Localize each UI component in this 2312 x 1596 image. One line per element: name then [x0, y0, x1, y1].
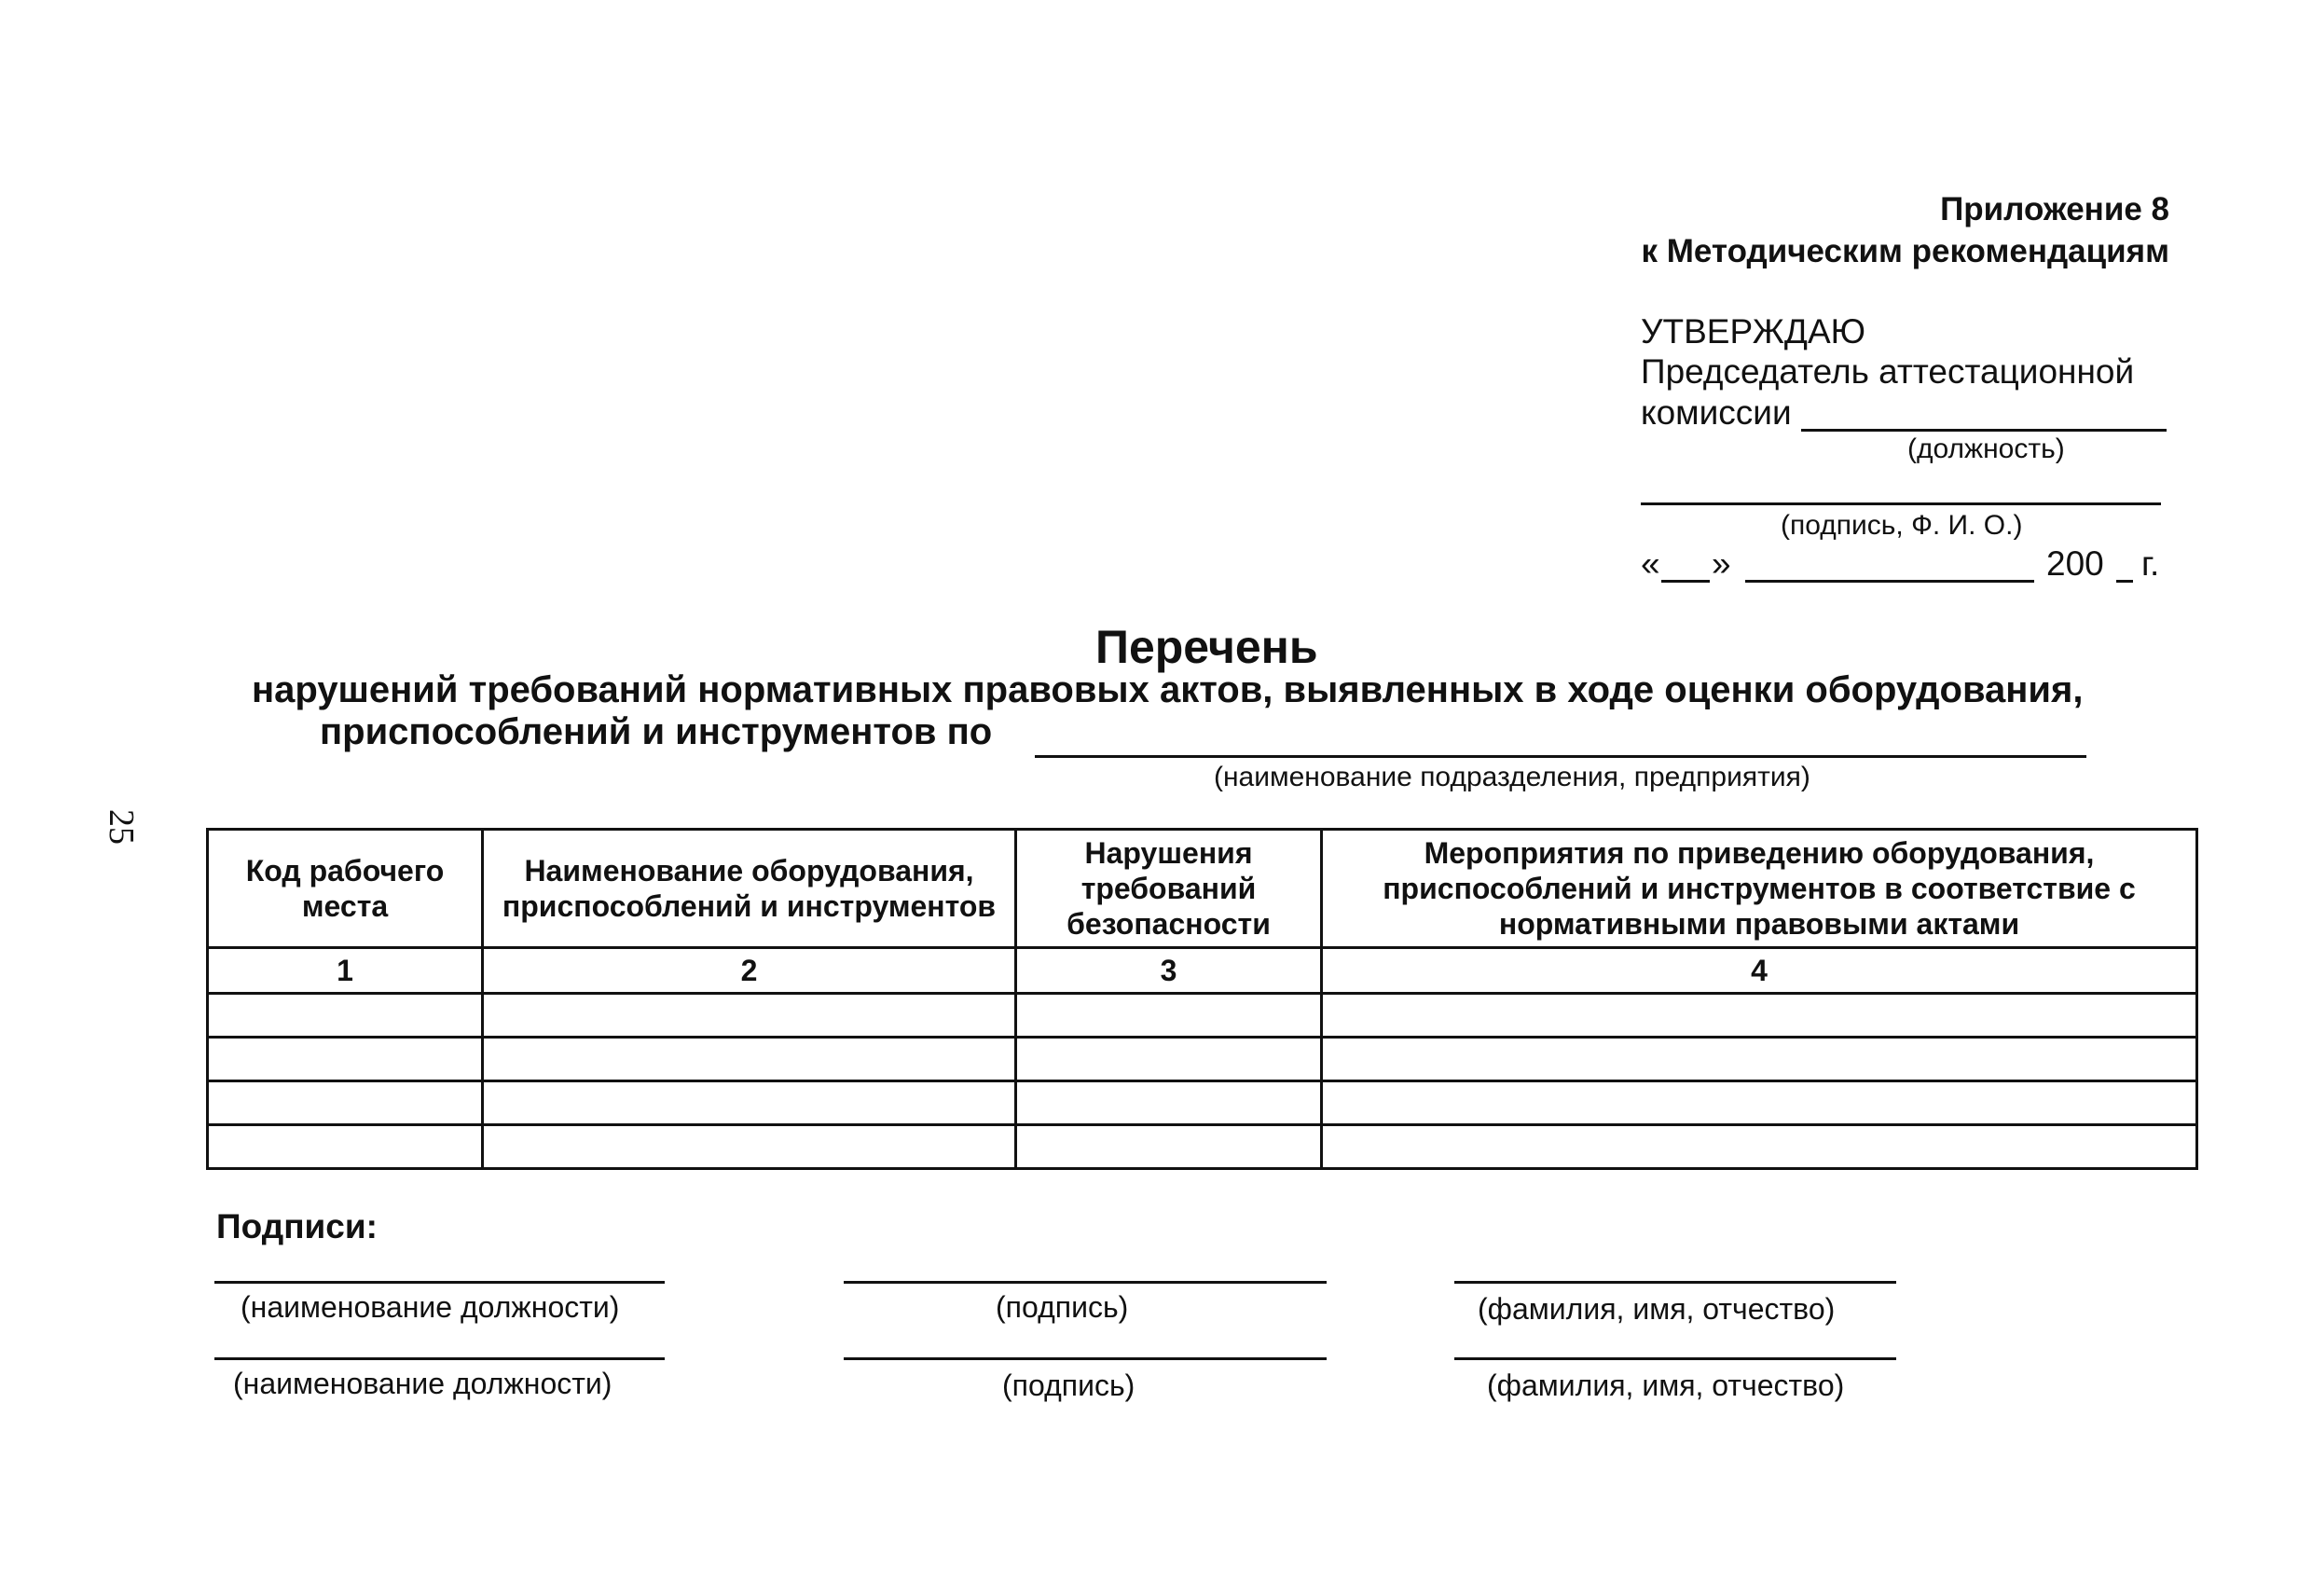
- full-name-line[interactable]: [1454, 1357, 1896, 1360]
- table-cell[interactable]: [483, 994, 1016, 1038]
- chairman-label: Председатель аттестационной: [1641, 352, 2135, 391]
- signatures-title: Подписи:: [216, 1207, 378, 1245]
- full-name-label: (фамилия, имя, отчество): [1478, 1292, 1836, 1326]
- table-cell[interactable]: [208, 1125, 483, 1169]
- table-cell[interactable]: [208, 1081, 483, 1125]
- table-cell[interactable]: [483, 1038, 1016, 1081]
- table-cell[interactable]: [208, 994, 483, 1038]
- document-subtitle-line2: приспособлений и инструментов по: [320, 711, 993, 752]
- position-line[interactable]: [1801, 429, 2167, 432]
- table-cell[interactable]: [483, 1125, 1016, 1169]
- position-label: (наименование должности): [233, 1367, 612, 1400]
- approve-label: УТВЕРЖДАЮ: [1641, 312, 1866, 351]
- position-label: (наименование должности): [241, 1290, 620, 1324]
- date-month-line[interactable]: [1745, 580, 2034, 583]
- column-number: 3: [1016, 948, 1322, 994]
- header-measures: Мероприятия по приведению оборудования, приспособлений и инструментов в соответствие с нормативными правовыми актами: [1322, 830, 2197, 948]
- full-name-label: (фамилия, имя, отчество): [1487, 1369, 1845, 1402]
- commission-label: комиссии: [1641, 393, 1792, 432]
- column-number: 4: [1322, 948, 2197, 994]
- position-signature-line[interactable]: [214, 1357, 665, 1360]
- position-hint: (должность): [1907, 433, 2065, 464]
- header-safety-violations: Нарушения требований безопасности: [1016, 830, 1322, 948]
- signature-name-line[interactable]: [1641, 502, 2161, 505]
- table-cell[interactable]: [1322, 1038, 2197, 1081]
- department-hint: (наименование подразделения, предприятия): [1214, 762, 1810, 792]
- header-workplace-code: Код рабочего места: [208, 830, 483, 948]
- appendix-title: Приложение 8: [1940, 191, 2169, 227]
- full-name-line[interactable]: [1454, 1281, 1896, 1284]
- signature-line[interactable]: [844, 1357, 1327, 1360]
- column-number: 1: [208, 948, 483, 994]
- signature-label: (подпись): [1002, 1369, 1135, 1402]
- table-cell[interactable]: [1016, 994, 1322, 1038]
- year-digit-line[interactable]: [2116, 580, 2133, 583]
- date-open-quote: «: [1641, 544, 1660, 583]
- table-cell[interactable]: [1322, 1125, 2197, 1169]
- year-prefix: 200: [2046, 544, 2104, 583]
- signature-label: (подпись): [996, 1290, 1129, 1324]
- table-row: [208, 1038, 2197, 1081]
- table-cell[interactable]: [208, 1038, 483, 1081]
- year-suffix: г.: [2141, 544, 2160, 583]
- header-equipment-name: Наименование оборудования, приспособлений и инструментов: [483, 830, 1016, 948]
- table-row: [208, 1081, 2197, 1125]
- table-row: [208, 1125, 2197, 1169]
- violations-table: [206, 828, 2198, 1170]
- table-row: [208, 994, 2197, 1038]
- column-number: 2: [483, 948, 1016, 994]
- table-cell[interactable]: [1322, 1081, 2197, 1125]
- table-cell[interactable]: [483, 1081, 1016, 1125]
- signature-line[interactable]: [844, 1281, 1327, 1284]
- document-subtitle-line1: нарушений требований нормативных правовых актов, выявленных в ходе оценки оборудования,: [252, 669, 2084, 710]
- document-title: Перечень: [1095, 621, 1318, 673]
- table-cell[interactable]: [1322, 994, 2197, 1038]
- signature-hint: (подпись, Ф. И. О.): [1781, 510, 2023, 541]
- table-cell[interactable]: [1016, 1125, 1322, 1169]
- department-line[interactable]: [1035, 755, 2086, 758]
- date-day-line[interactable]: [1661, 580, 1710, 583]
- table-cell[interactable]: [1016, 1038, 1322, 1081]
- appendix-subtitle: к Методическим рекомендациям: [1641, 233, 2169, 269]
- table-cell[interactable]: [1016, 1081, 1322, 1125]
- position-signature-line[interactable]: [214, 1281, 665, 1284]
- page-number: 25: [102, 809, 141, 845]
- column-number-row: [208, 948, 2197, 994]
- date-close-quote: »: [1712, 544, 1731, 583]
- table-header-row: [208, 830, 2197, 948]
